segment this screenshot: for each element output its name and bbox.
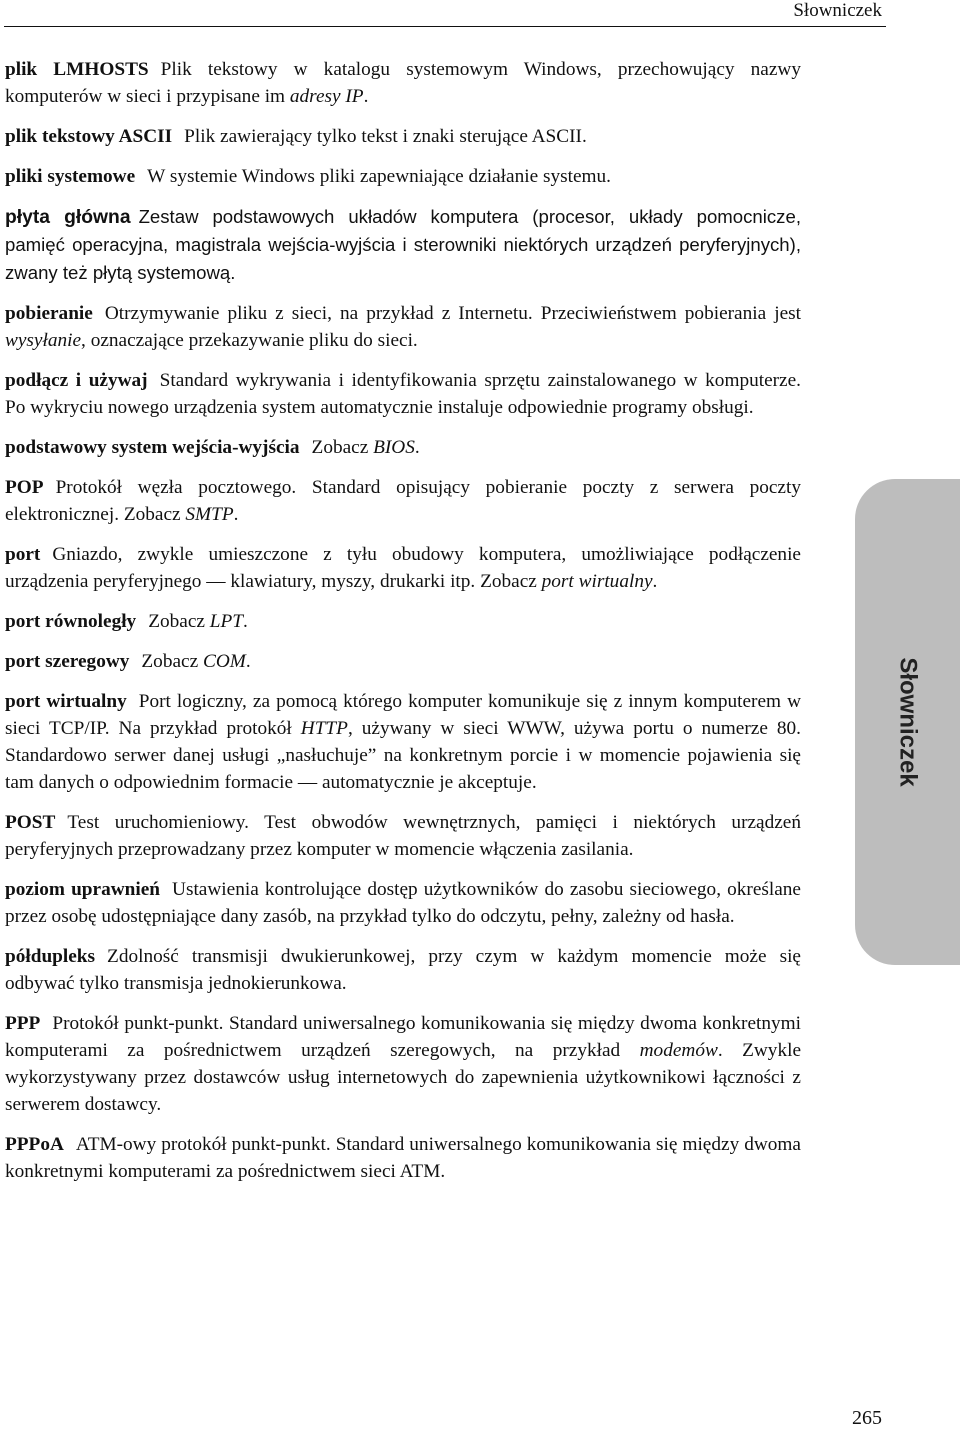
definition-text: Port logiczny, za pomocą którego komputer komunikuje się z innym komputerem w sieci TCP/IP. Na przykład protokół	[5, 691, 801, 739]
glossary-term: port szeregowy	[5, 651, 130, 672]
glossary-term: półdupleks	[5, 946, 96, 967]
cross-reference: LPT	[209, 611, 243, 632]
definition-text: Zobacz	[141, 651, 203, 672]
glossary-term: podstawowy system wejścia-wyjścia	[5, 437, 300, 458]
glossary-term: PPPoA	[5, 1134, 64, 1155]
cross-reference: BIOS	[373, 437, 415, 458]
glossary-entry	[5, 203, 801, 287]
glossary-entry	[5, 474, 801, 528]
definition-text: Protokół węzła pocztowego. Standard opisujący pobieranie poczty z serwera poczty elektronicznej. Zobacz	[5, 477, 801, 525]
glossary-entry	[5, 56, 801, 110]
definition-text: Protokół punkt-punkt. Standard uniwersalnego komunikowania się między dwoma konkretnymi komputerami za pośrednictwem urządzeń szeregowych, na przykład	[5, 1013, 801, 1061]
glossary-term: plik tekstowy ASCII	[5, 126, 173, 147]
glossary-entry	[5, 300, 801, 354]
definition-text: .	[233, 504, 239, 525]
definition-text: .	[245, 651, 251, 672]
glossary-entry	[5, 608, 801, 635]
glossary-term: port wirtualny	[5, 691, 127, 712]
glossary-term: płyta główna	[5, 207, 131, 228]
cross-reference: modemów	[639, 1040, 718, 1061]
definition-text: Zobacz	[148, 611, 210, 632]
definition-text: Plik tekstowy w katalogu systemowym Windows, przechowujący nazwy komputerów w sieci i przypisane im	[5, 59, 801, 107]
glossary-entry	[5, 809, 801, 863]
cross-reference: adresy IP	[289, 86, 364, 107]
cross-reference: HTTP	[300, 718, 348, 739]
section-tab-label-wrap	[855, 479, 960, 965]
definition-text: Standard wykrywania i identyfikowania sprzętu zainstalowanego w komputerze. Po wykryciu nowego urządzenia system automatycznie instaluje odpowiednie programy obsługi.	[5, 370, 801, 418]
glossary-entry	[5, 541, 801, 595]
section-tab-label: Słowniczek	[894, 657, 922, 787]
glossary-definition	[5, 1013, 801, 1115]
glossary-definition	[5, 812, 801, 860]
definition-text: ATM-owy protokół punkt-punkt. Standard uniwersalnego komunikowania się między dwoma konkretnymi komputerami za pośrednictwem sieci ATM.	[5, 1134, 801, 1182]
definition-text: .	[414, 437, 420, 458]
header-divider	[4, 26, 886, 27]
glossary-entry	[5, 367, 801, 421]
definition-text: Otrzymywanie pliku z sieci, na przykład z Internetu. Przeciwieństwem pobierania jest	[104, 303, 801, 324]
definition-text: Test uruchomieniowy. Test obwodów wewnętrznych, pamięci i niektórych urządzeń peryferyjnych przeprowadzany przez komputer w momencie włączenia zasilania.	[5, 812, 801, 860]
definition-text: .	[243, 611, 248, 632]
glossary-term: pobieranie	[5, 303, 93, 324]
definition-text: .	[652, 571, 658, 592]
definition-text: , używany w sieci WWW, używa portu o numerze 80. Standardowo serwer danej usługi „nasłuchuje” na konkretnym porcie i w momencie pojawienia się tam danych o odpowiednim formacie — automatycznie je akceptuje.	[5, 718, 801, 793]
definition-text: Zestaw podstawowych układów komputera (procesor, układy pomocnicze, pamięć operacyjna, magistrala wejścia-wyjścia i sterowniki niektórych urządzeń peryferyjnych), zwany też płytą systemową.	[5, 206, 801, 283]
glossary-entry	[5, 434, 801, 461]
running-header: Słowniczek	[793, 0, 882, 21]
glossary-definition	[148, 611, 248, 632]
page-number: 265	[852, 1407, 882, 1429]
glossary-entry	[5, 123, 801, 150]
glossary-entry	[5, 688, 801, 796]
glossary-entry	[5, 943, 801, 997]
glossary-definition	[184, 126, 587, 147]
glossary-term: POP	[5, 477, 44, 498]
glossary-definition	[147, 166, 611, 187]
glossary-definition	[5, 1134, 801, 1182]
glossary-entry	[5, 1131, 801, 1185]
glossary-definition	[312, 437, 420, 458]
definition-text: .	[363, 86, 369, 107]
glossary-list	[5, 56, 801, 1198]
glossary-entry	[5, 648, 801, 675]
glossary-entry	[5, 1010, 801, 1118]
cross-reference: COM	[202, 651, 246, 672]
definition-text: Gniazdo, zwykle umieszczone z tyłu obudowy komputera, umożliwiające podłączenie urządzenia peryferyjnego — klawiatury, myszy, drukarki itp. Zobacz	[5, 544, 801, 592]
definition-text: , oznaczające przekazywanie pliku do sieci.	[81, 330, 418, 351]
definition-text: Ustawienia kontrolujące dostęp użytkowników do zasobu sieciowego, określane przez osobę udostępniające dany zasób, na przykład tylko do odczytu, pełny, zależny od hasła.	[5, 879, 801, 927]
glossary-definition	[5, 477, 801, 525]
glossary-definition	[5, 946, 801, 994]
glossary-definition	[5, 303, 801, 351]
definition-text: W systemie Windows pliki zapewniające działanie systemu.	[147, 166, 611, 187]
glossary-term: port	[5, 544, 41, 565]
glossary-entry	[5, 876, 801, 930]
definition-text: Zdolność transmisji dwukierunkowej, przy czym w każdym momencie może się odbywać tylko transmisja jednokierunkowa.	[5, 946, 801, 994]
glossary-term: POST	[5, 812, 56, 833]
glossary-term: port równoległy	[5, 611, 137, 632]
glossary-term: poziom uprawnień	[5, 879, 161, 900]
definition-text: Zobacz	[311, 437, 374, 458]
definition-text: . Zwykle wykorzystywany przez dostawców usług internetowych do zapewnienia użytkownikowi łączności z serwerem dostawcy.	[5, 1040, 802, 1115]
cross-reference: SMTP	[185, 504, 234, 525]
cross-reference: wysyłanie	[5, 330, 82, 351]
glossary-term: pliki systemowe	[5, 166, 136, 187]
glossary-definition	[141, 651, 250, 672]
glossary-term: plik LMHOSTS	[5, 59, 149, 80]
definition-text: Plik zawierający tylko tekst i znaki sterujące ASCII.	[184, 126, 587, 147]
glossary-term: podłącz i używaj	[5, 370, 148, 391]
glossary-term: PPP	[5, 1013, 41, 1034]
glossary-entry	[5, 163, 801, 190]
glossary-definition	[5, 544, 801, 592]
cross-reference: port wirtualny	[541, 571, 653, 592]
